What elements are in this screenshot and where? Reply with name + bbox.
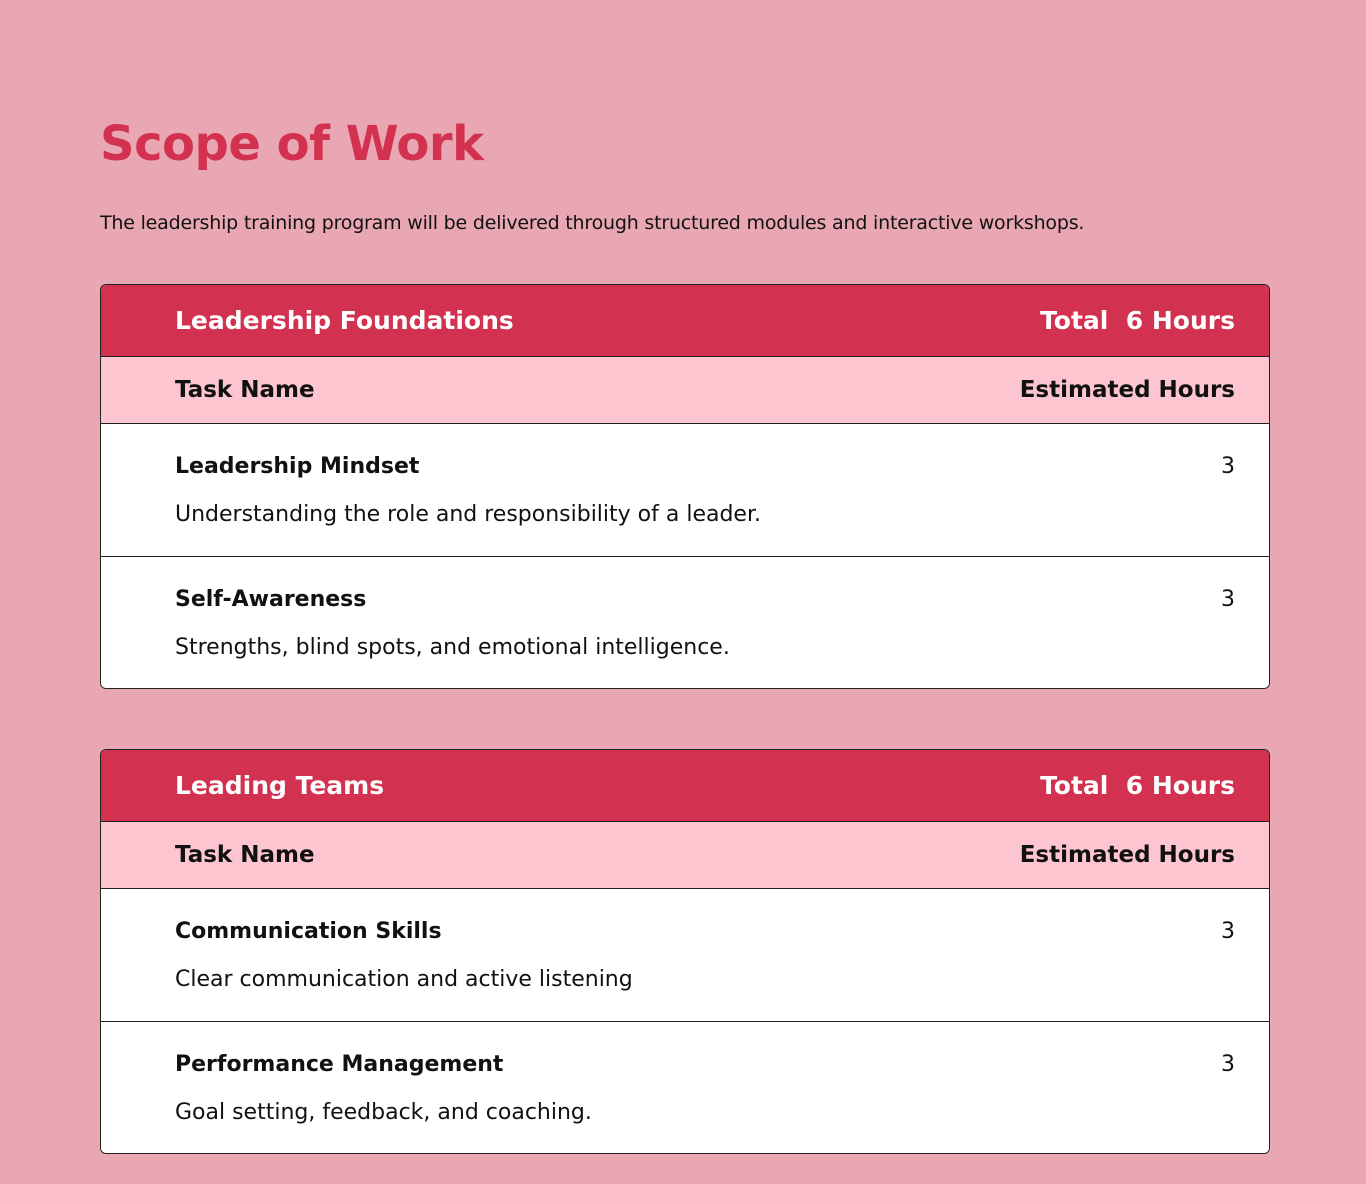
task-hours: 3 (1221, 454, 1235, 479)
module-title: Leadership Foundations (175, 306, 514, 335)
column-header-row (101, 357, 1269, 424)
task-description: Strengths, blind spots, and emotional intelligence. (175, 635, 730, 660)
task-name: Self-Awareness (175, 587, 367, 612)
task-row (101, 1021, 1269, 1153)
column-header-row (101, 822, 1269, 889)
module-header (101, 285, 1269, 357)
column-header-estimated-hours: Estimated Hours (1019, 377, 1235, 403)
task-hours: 3 (1221, 919, 1235, 944)
task-description: Clear communication and active listening (175, 967, 633, 992)
module-card-leading-teams (100, 749, 1270, 1154)
task-name: Leadership Mindset (175, 454, 420, 479)
module-total-hours: Total 6 Hours (1040, 306, 1235, 335)
task-description: Goal setting, feedback, and coaching. (175, 1100, 592, 1125)
module-total-hours: Total 6 Hours (1040, 771, 1235, 800)
module-card-leadership-foundations (100, 284, 1270, 689)
task-hours: 3 (1221, 1052, 1235, 1077)
module-title: Leading Teams (175, 771, 385, 800)
module-header (101, 750, 1269, 822)
column-header-task-name: Task Name (175, 377, 315, 403)
intro-paragraph: The leadership training program will be delivered through structured modules and interactive workshops. (100, 212, 1085, 234)
task-row (101, 424, 1269, 556)
task-name: Communication Skills (175, 919, 442, 944)
task-hours: 3 (1221, 587, 1235, 612)
column-header-estimated-hours: Estimated Hours (1019, 842, 1235, 868)
page-title: Scope of Work (100, 116, 484, 172)
task-row (101, 889, 1269, 1021)
task-name: Performance Management (175, 1052, 504, 1077)
task-row (101, 556, 1269, 688)
column-header-task-name: Task Name (175, 842, 315, 868)
task-description: Understanding the role and responsibility of a leader. (175, 502, 761, 527)
